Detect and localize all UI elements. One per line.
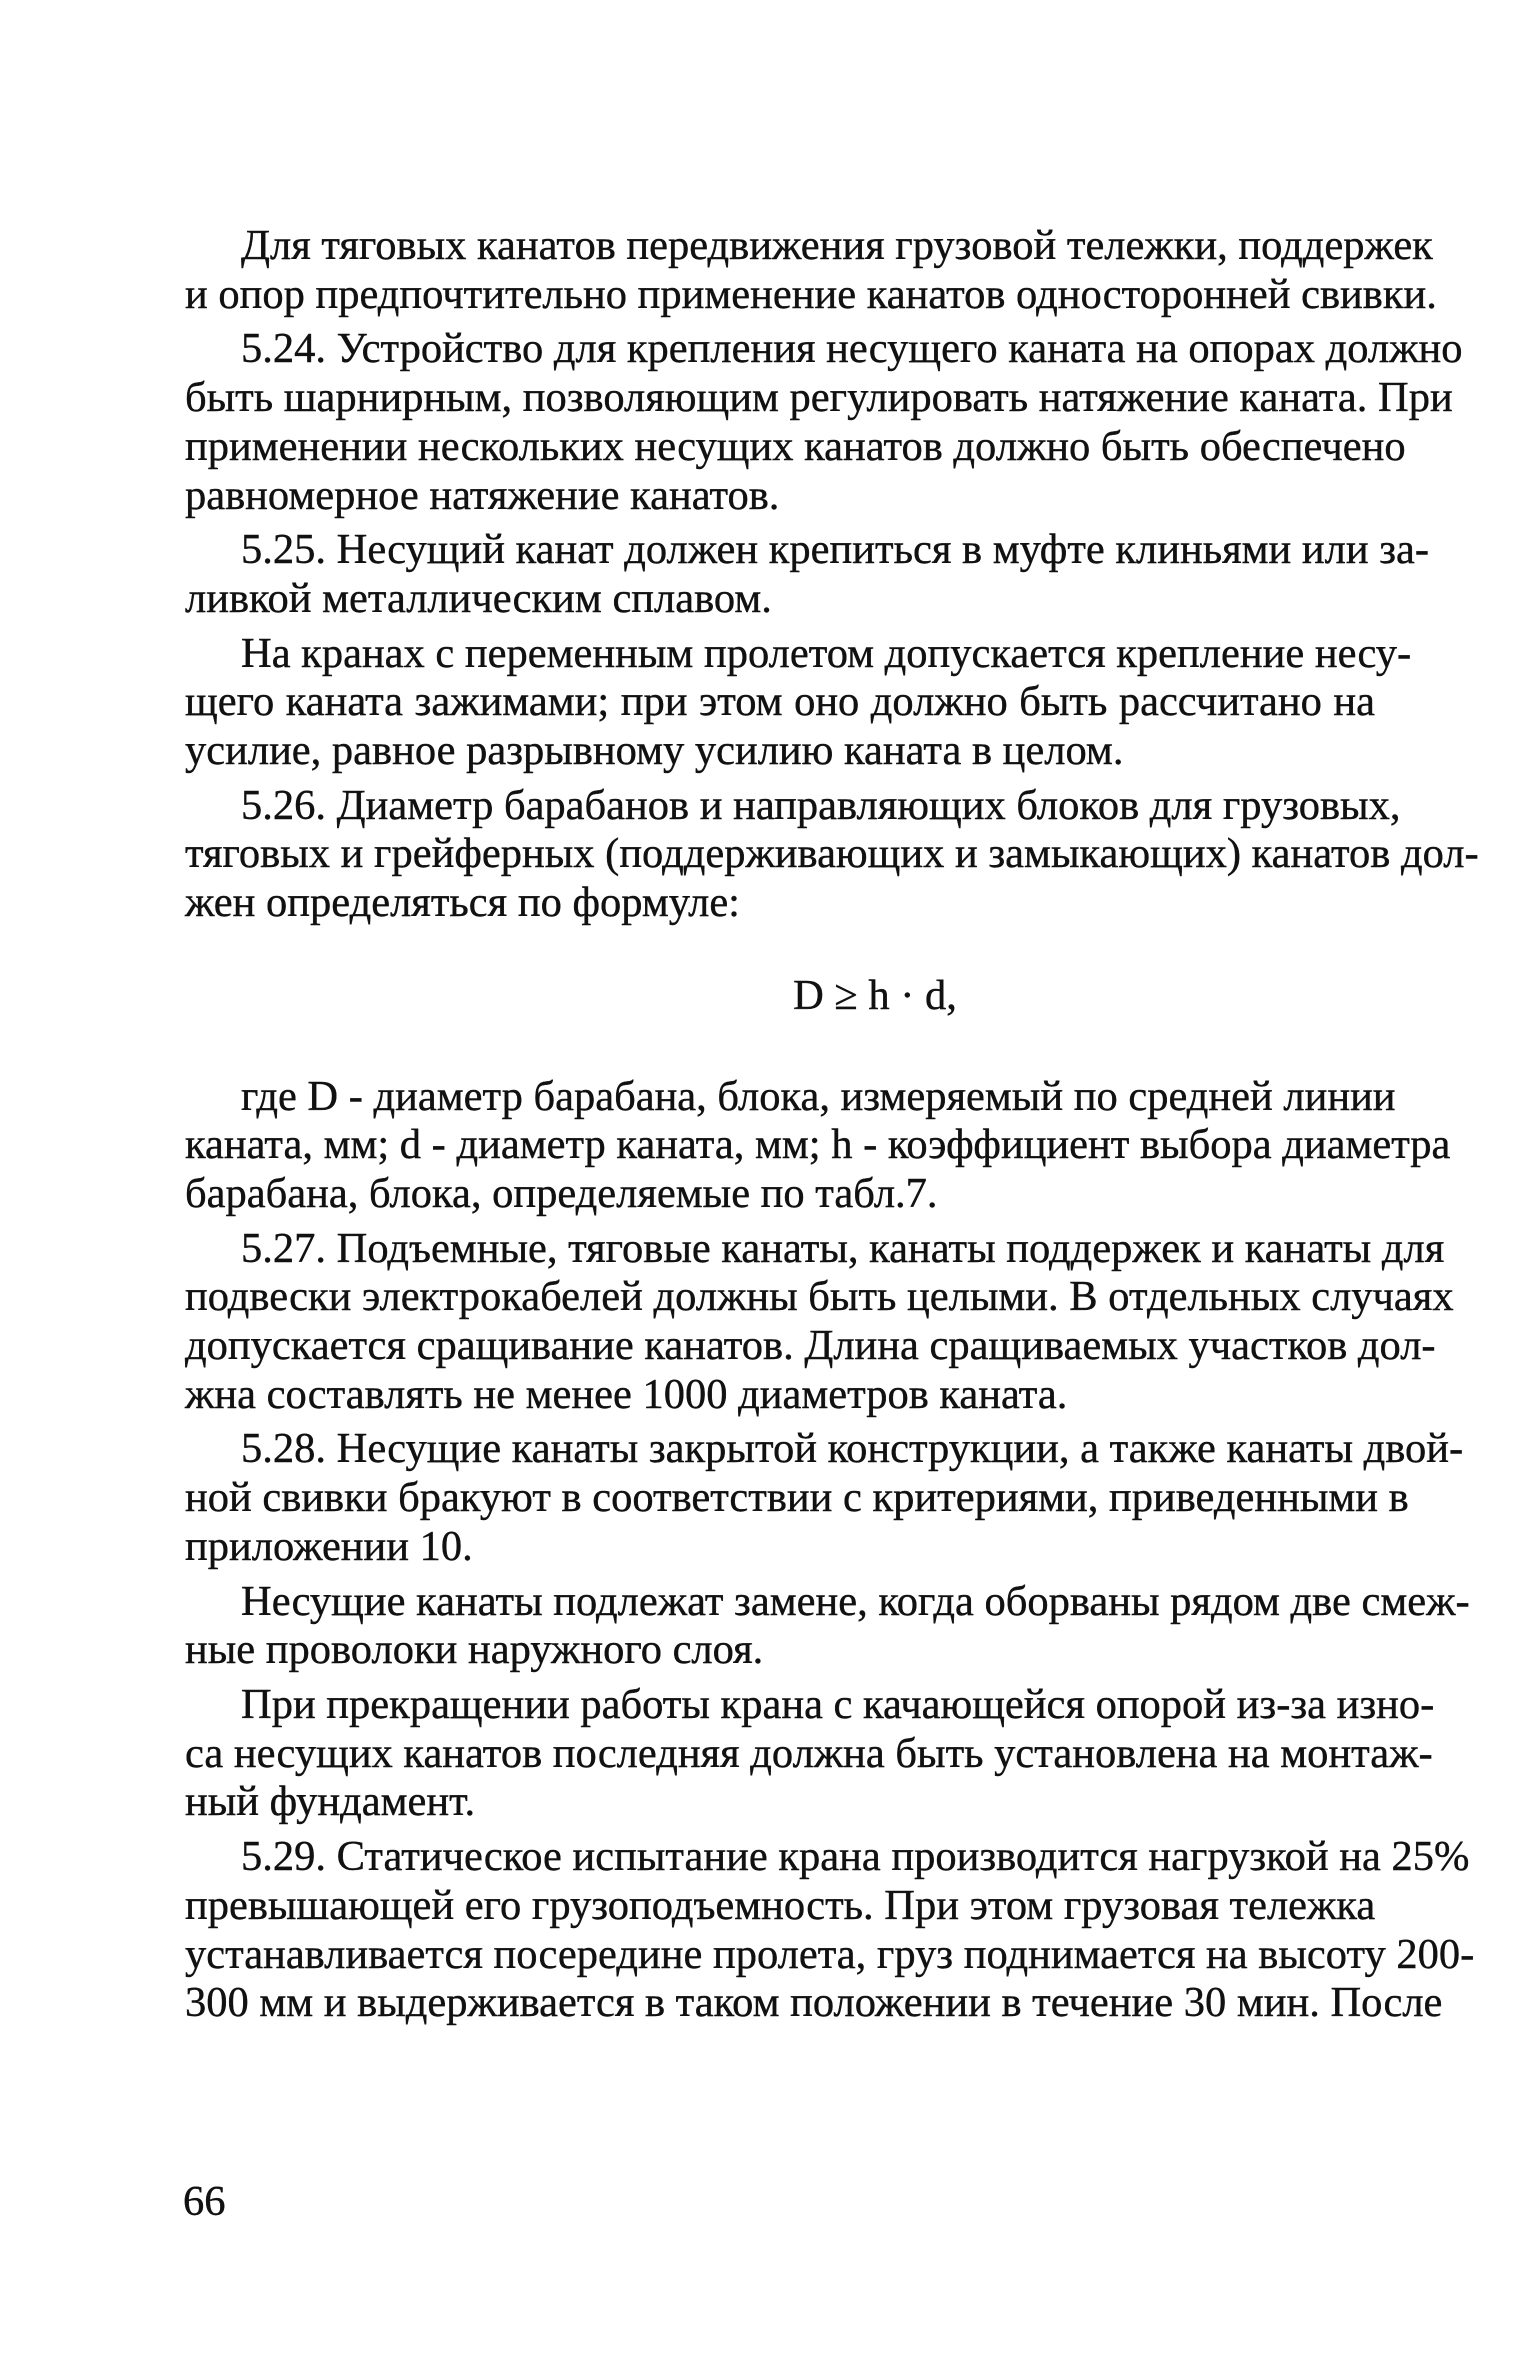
text-line: 5.29. Статическое испытание крана производится нагрузкой на 25% [241, 1833, 1470, 1881]
text-line: тяговых и грейферных (поддерживающих и замыкающих) канатов дол- [185, 830, 1479, 878]
text-line: жен определяться по формуле: [185, 879, 740, 927]
text-line: усилие, равное разрывному усилию каната в целом. [185, 727, 1124, 775]
paragraph-5-29 [185, 1833, 1475, 2028]
text-line: 300 мм и выдерживается в таком положении в течение 30 мин. После [185, 1979, 1443, 2027]
text-line: барабана, блока, определяемые по табл.7. [185, 1169, 938, 1217]
text-line: щего каната зажимами; при этом оно должно быть рассчитано на [185, 678, 1375, 726]
document-page [185, 222, 1479, 2028]
paragraph-5-25 [185, 526, 1430, 623]
text-line: быть шарнирным, позволяющим регулировать натяжение каната. При [185, 374, 1453, 422]
text-line: Для тяговых канатов передвижения грузовой тележки, поддержек [241, 222, 1433, 269]
text-line: жна составлять не менее 1000 диаметров каната. [185, 1370, 1068, 1418]
paragraph-replacement [185, 1577, 1470, 1675]
text-line: ной свивки бракуют в соответствии с критериями, приведенными в [185, 1474, 1409, 1522]
text-line: применении нескольких несущих канатов должно быть обеспечено [185, 422, 1406, 470]
text-line: равномерное натяжение канатов. [185, 471, 780, 519]
text-line: превышающей его грузоподъемность. При этом грузовая тележка [185, 1881, 1376, 1929]
text-line: каната, мм; d - диаметр каната, мм; h - коэффициент выбора диаметра [185, 1121, 1451, 1169]
text-line: подвески электрокабелей должны быть целыми. В отдельных случаях [185, 1273, 1454, 1321]
paragraph-5-27 [185, 1224, 1454, 1420]
paragraph-5-28 [185, 1425, 1464, 1571]
text-line: Несущие канаты подлежат замене, когда оборваны рядом две смеж- [241, 1577, 1470, 1625]
text-line: 5.24. Устройство для крепления несущего каната на опорах должно [241, 325, 1463, 373]
paragraph-formula-legend [185, 1072, 1451, 1219]
paragraph-ropes-intro [185, 222, 1437, 319]
text-line: и опор предпочтительно применение канатов односторонней свивки. [185, 270, 1437, 318]
text-line: приложении 10. [185, 1522, 473, 1570]
page-number: 66 [183, 2178, 226, 2225]
formula-drum-diameter: D ≥ h · d, [793, 971, 957, 1019]
text-line: 5.26. Диаметр барабанов и направляющих блоков для грузовых, [241, 781, 1401, 829]
text-line: ный фундамент. [185, 1778, 476, 1826]
text-line: са несущих канатов последняя должна быть установлена на монтаж- [185, 1729, 1433, 1777]
text-line: ные проволоки наружного слоя. [185, 1626, 764, 1674]
text-line: 5.27. Подъемные, тяговые канаты, канаты поддержек и канаты для [241, 1224, 1445, 1272]
text-line: где D - диаметр барабана, блока, измеряемый по средней линии [241, 1072, 1396, 1120]
paragraph-swinging-support [185, 1680, 1435, 1827]
text-line: При прекращении работы крана с качающейся опорой из-за изно- [241, 1680, 1435, 1728]
paragraph-variable-span [185, 629, 1412, 776]
text-line: устанавливается посередине пролета, груз поднимается на высоту 200- [185, 1930, 1475, 1978]
text-line: На кранах с переменным пролетом допускается крепление несу- [241, 629, 1412, 677]
text-line: допускается сращивание канатов. Длина сращиваемых участков дол- [185, 1322, 1436, 1370]
text-line: 5.28. Несущие канаты закрытой конструкции, а также канаты двой- [241, 1425, 1464, 1473]
paragraph-5-24 [185, 325, 1463, 520]
text-line: ливкой металлическим сплавом. [185, 574, 772, 622]
text-line: 5.25. Несущий канат должен крепиться в муфте клиньями или за- [241, 526, 1430, 574]
paragraph-5-26 [185, 781, 1479, 928]
